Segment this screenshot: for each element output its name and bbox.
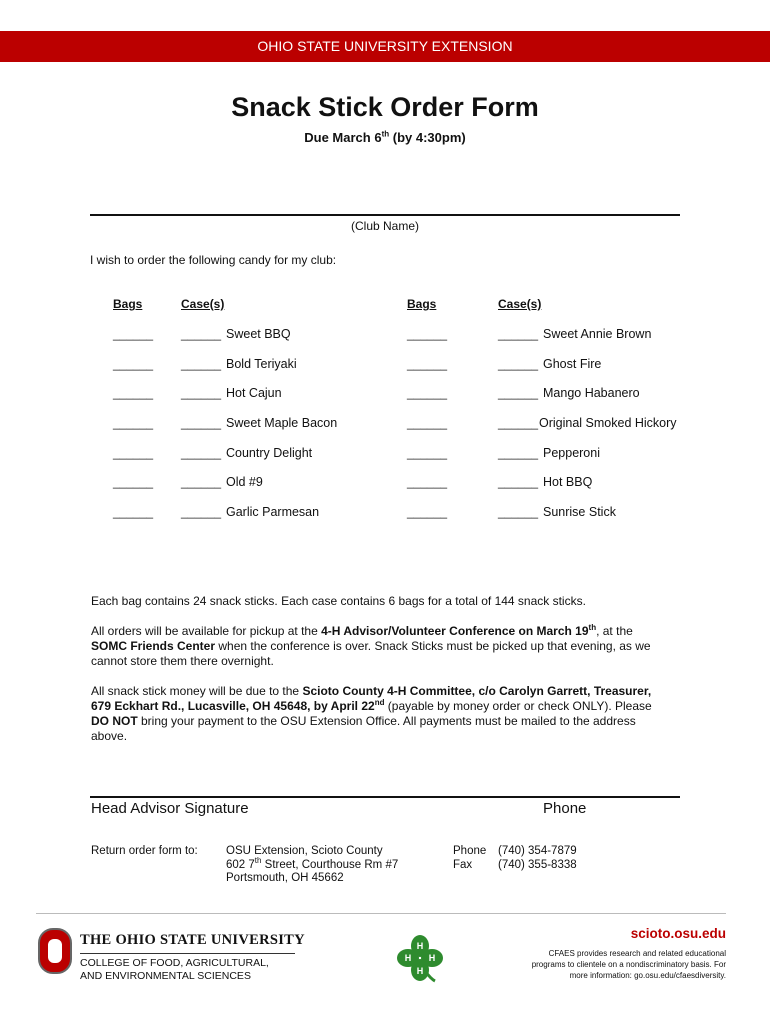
bags-header-right: Bags: [407, 297, 437, 311]
return-label: Return order form to:: [91, 845, 198, 857]
cfaes-line3: more information: go.osu.edu/cfaesdiversity.: [569, 971, 726, 980]
snack-item: Country Delight: [226, 446, 313, 460]
four-h-clover-icon: [395, 933, 445, 983]
cases-blank[interactable]: ______: [181, 446, 222, 460]
snack-item: Old #9: [226, 475, 263, 489]
clover-letter-bottom: H: [416, 966, 424, 976]
bags-blank[interactable]: ______: [113, 327, 154, 341]
bags-blank[interactable]: ______: [113, 386, 154, 400]
clover-letter-left: H: [404, 953, 412, 963]
snack-item: Bold Teriyaki: [226, 357, 297, 371]
cases-blank[interactable]: ______: [498, 386, 539, 400]
bags-blank[interactable]: ______: [113, 357, 154, 371]
contact-phone-label: Phone: [453, 845, 487, 857]
snack-item: Sweet BBQ: [226, 327, 291, 341]
cases-blank[interactable]: ______: [498, 327, 539, 341]
cases-header-right: Case(s): [498, 297, 542, 311]
header-banner: [0, 31, 770, 62]
pickup-info-text: [91, 624, 671, 669]
page-title: Snack Stick Order Form: [231, 92, 539, 122]
cases-blank[interactable]: ______: [181, 386, 222, 400]
snack-item: Pepperoni: [543, 446, 600, 460]
bags-blank[interactable]: ______: [113, 416, 154, 430]
college-name: [80, 957, 269, 982]
bags-blank[interactable]: ______: [407, 327, 448, 341]
address-line2: [226, 855, 399, 873]
cfaes-statement: [500, 948, 726, 981]
footer-divider: [36, 913, 726, 914]
payment-info-text: [91, 684, 671, 744]
payment-recipient: Scioto County 4-H Committee, c/o Carolyn Garrett, Treasurer, 679 Eckhart Rd., Lucasville, OH 45648, by April 22: [91, 684, 652, 713]
bags-blank[interactable]: ______: [407, 416, 448, 430]
address-line2-prefix: 602 7: [226, 858, 255, 871]
block-o-logo-icon: [38, 928, 72, 974]
snack-item: Sweet Maple Bacon: [226, 416, 338, 430]
bags-blank[interactable]: ______: [407, 386, 448, 400]
snack-item: Mango Habanero: [543, 386, 640, 400]
college-line2: AND ENVIRONMENTAL SCIENCES: [80, 969, 251, 982]
pickup-a: All orders will be available for pickup at the: [91, 624, 322, 638]
clover-letter-right: H: [428, 953, 436, 963]
pickup-e: when the conference is over. Snack Sticks must be picked up that evening, as we cannot store them there overnight.: [91, 639, 651, 668]
bags-blank[interactable]: ______: [113, 475, 154, 489]
bags-blank[interactable]: ______: [407, 446, 448, 460]
cases-blank[interactable]: ______: [181, 475, 222, 489]
bags-blank[interactable]: ______: [407, 505, 448, 519]
payment-do-not: DO NOT: [91, 714, 138, 728]
bags-blank[interactable]: ______: [113, 505, 154, 519]
pickup-c: , at the: [596, 624, 633, 638]
cases-blank[interactable]: ______: [181, 327, 222, 341]
snack-item: Hot Cajun: [226, 386, 282, 400]
phone-label: Phone: [543, 800, 587, 817]
banner-text: OHIO STATE UNIVERSITY EXTENSION: [257, 38, 513, 54]
contact-labels: [453, 845, 486, 872]
due-suffix: (by 4:30pm): [389, 130, 466, 145]
snack-item: Hot BBQ: [543, 475, 593, 489]
cfaes-line1: CFAES provides research and related educational: [548, 949, 726, 958]
pickup-location: SOMC Friends Center: [91, 639, 216, 653]
pickup-event: 4-H Advisor/Volunteer Conference on March 19: [321, 624, 589, 638]
due-prefix: Due March 6: [304, 130, 382, 145]
payment-e: bring your payment to the OSU Extension Office. All payments must be mailed to the address above.: [91, 714, 636, 743]
contact-fax-label: Fax: [453, 858, 473, 871]
snack-item: Original Smoked Hickory: [539, 416, 677, 430]
snack-item: Ghost Fire: [543, 357, 602, 371]
due-date: [0, 130, 770, 145]
cfaes-line2: programs to clientele on a nondiscriminatory basis. For: [531, 960, 726, 969]
contact-values: [498, 845, 577, 872]
signature-label: Head Advisor Signature: [91, 800, 249, 817]
cases-blank[interactable]: ______: [498, 416, 539, 430]
snack-item: Sunrise Stick: [543, 505, 616, 519]
address-line2-sup: th: [254, 855, 262, 865]
address-line3: Portsmouth, OH 45662: [226, 872, 344, 884]
signature-line[interactable]: [90, 796, 680, 798]
bags-blank[interactable]: ______: [113, 446, 154, 460]
university-name: THE OHIO STATE UNIVERSITY: [80, 932, 305, 948]
club-name-field[interactable]: [90, 214, 680, 216]
contact-fax: (740) 355-8338: [498, 858, 577, 871]
website-link[interactable]: scioto.osu.edu: [630, 926, 726, 941]
cases-blank[interactable]: ______: [181, 357, 222, 371]
bag-info-text: Each bag contains 24 snack sticks. Each case contains 6 bags for a total of 144 snack sticks.: [91, 594, 586, 608]
address-line1: OSU Extension, Scioto County: [226, 845, 383, 857]
contact-phone: (740) 354-7879: [498, 845, 577, 857]
payment-recipient-sup: nd: [374, 698, 385, 707]
return-address: [226, 845, 398, 886]
bags-header-left: Bags: [113, 297, 143, 311]
cases-blank[interactable]: ______: [498, 446, 539, 460]
college-line1: COLLEGE OF FOOD, AGRICULTURAL,: [80, 957, 269, 969]
payment-a: All snack stick money will be due to the: [91, 684, 303, 698]
cases-blank[interactable]: ______: [498, 475, 539, 489]
snack-item: Sweet Annie Brown: [543, 327, 652, 341]
cases-header-left: Case(s): [181, 297, 225, 311]
snack-item: Garlic Parmesan: [226, 505, 320, 519]
address-line2-suffix: Street, Courthouse Rm #7: [261, 858, 399, 871]
payment-c: (payable by money order or check ONLY). Please: [384, 699, 652, 713]
bags-blank[interactable]: ______: [407, 475, 448, 489]
pickup-event-sup: th: [588, 623, 597, 632]
cases-blank[interactable]: ______: [498, 357, 539, 371]
clover-letter-top: H: [416, 941, 424, 951]
due-sup: th: [381, 129, 390, 139]
cases-blank[interactable]: ______: [181, 505, 222, 519]
intro-text: I wish to order the following candy for my club:: [90, 253, 337, 267]
club-name-label: (Club Name): [350, 219, 419, 233]
cases-blank[interactable]: ______: [181, 416, 222, 430]
cases-blank[interactable]: ______: [498, 505, 539, 519]
university-rule: [80, 953, 295, 954]
bags-blank[interactable]: ______: [407, 357, 448, 371]
